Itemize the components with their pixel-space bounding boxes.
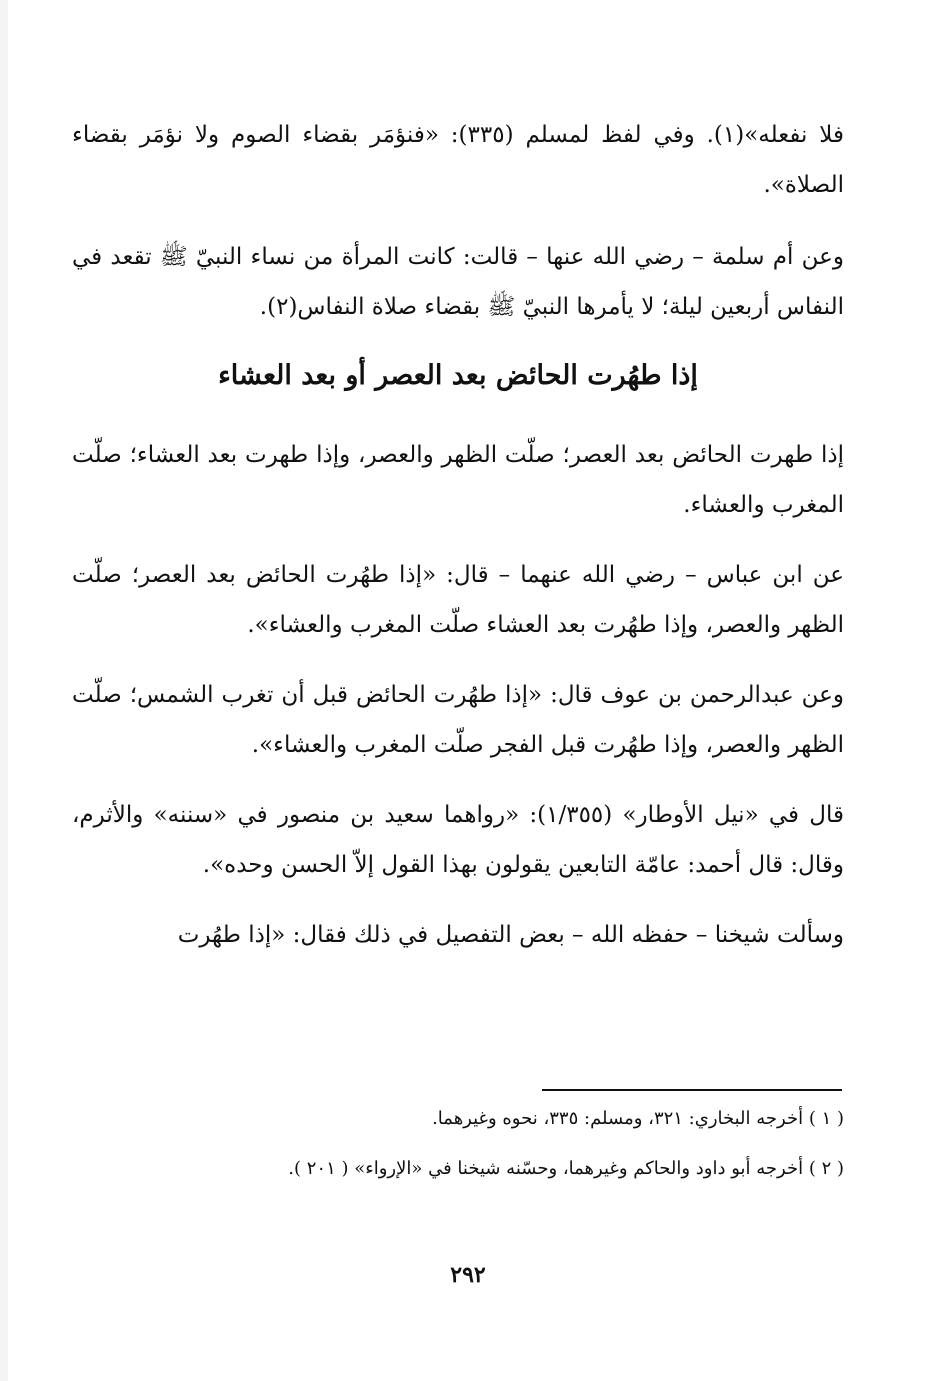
paragraph-sheikh-question: وسألت شيخنا – حفظه الله – بعض التفصيل في ذلك فقال: «إذا طهُرت [177,922,844,948]
footnote-divider [542,1089,842,1091]
footnotes-block [72,1106,844,1206]
paragraph-umm-salama: وعن أم سلمة – رضي الله عنها – قالت: كانت المرأة من نساء النبيّ ﷺ تقعد في النفاس أربعين ليلة؛ لا يأمرها النبيّ ﷺ بقضاء صلاة النفاس(٢). [72,244,844,320]
paragraph-continuation: فلا نفعله»(١). وفي لفظ لمسلم (٣٣٥): «فنؤمَر بقضاء الصوم ولا نؤمَر بقضاء الصلاة». [72,122,844,198]
page-edge-shadow [0,0,8,1381]
main-text-column [72,110,844,980]
footnote-2: ( ٢ ) أخرجه أبو داود والحاكم وغيرهما، وحسّنه شيخنا في «الإرواء» ( ٢٠١ ). [288,1158,844,1179]
paragraph-ibn-abbas: عن ابن عباس – رضي الله عنهما – قال: «إذا طهُرت الحائض بعد العصر؛ صلّت الظهر والعصر، وإذا طهُرت بعد العشاء صلّت المغرب والعشاء». [72,562,844,638]
paragraph-nayl-al-awtar: قال في «نيل الأوطار» (١/٣٥٥): «رواهما سعيد بن منصور في «سننه» والأثرم، وقال: قال أحمد: عامّة التابعين يقولون بهذا القول إلاّ الحسن وحده». [72,802,844,878]
page-number: ٢٩٢ [450,1262,486,1288]
footnote-1: ( ١ ) أخرجه البخاري: ٣٢١، ومسلم: ٣٣٥، نحوه وغيرهما. [432,1108,844,1129]
paragraph-abdulrahman-ibn-awf: وعن عبدالرحمن بن عوف قال: «إذا طهُرت الحائض قبل أن تغرب الشمس؛ صلّت الظهر والعصر، وإذا طهُرت قبل الفجر صلّت المغرب والعشاء». [72,682,844,758]
paragraph-ruling: إذا طهرت الحائض بعد العصر؛ صلّت الظهر والعصر، وإذا طهرت بعد العشاء؛ صلّت المغرب والعشاء. [72,442,844,518]
section-heading: إذا طهُرت الحائض بعد العصر أو بعد العشاء [218,360,698,391]
